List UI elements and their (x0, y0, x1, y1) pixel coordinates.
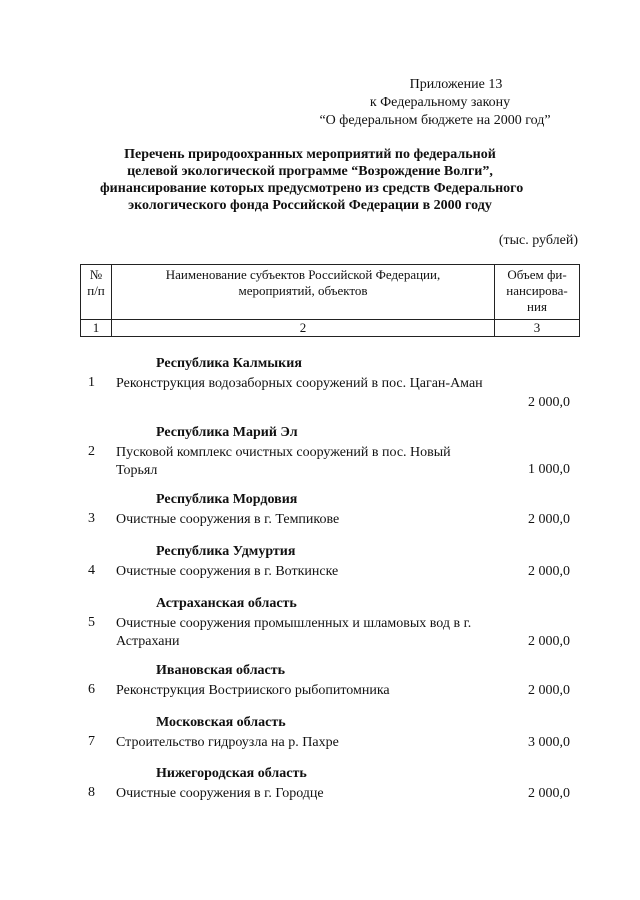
region-name: Республика Удмуртия (156, 544, 296, 559)
item-amount: 3 000,0 (528, 735, 570, 750)
item-amount: 2 000,0 (528, 512, 570, 527)
item-description: Очистные сооружения промышленных и шламовых вод в г. Астрахани (116, 616, 472, 649)
region-name: Республика Марий Эл (156, 425, 298, 440)
title-line-2: целевой экологической программе “Возрождение Волги”, (127, 164, 493, 179)
region-name: Республика Калмыкия (156, 356, 302, 371)
item-description: Строительство гидроузла на р. Пахре (116, 735, 339, 750)
item-amount: 2 000,0 (528, 564, 570, 579)
title-line-4: экологического фонда Российской Федерации в 2000 году (128, 198, 492, 213)
region-name: Республика Мордовия (156, 492, 298, 507)
region-name: Нижегородская область (156, 766, 307, 781)
table-header (80, 264, 580, 337)
header-col-amount-text: Объем фи- нансирова- ния (506, 267, 568, 314)
item-amount: 2 000,0 (528, 786, 570, 801)
item-number: 6 (88, 682, 95, 697)
item-number: 1 (88, 375, 95, 390)
item-number: 5 (88, 615, 95, 630)
item-description: Пусковой комплекс очистных сооружений в пос. Новый Торьял (116, 445, 451, 478)
item-amount: 1 000,0 (528, 462, 570, 477)
appendix-law-title: “О федеральном бюджете на 2000 год” (319, 113, 551, 128)
title-line-1: Перечень природоохранных мероприятий по федеральной (124, 147, 496, 162)
appendix-header (300, 76, 570, 130)
item-amount: 2 000,0 (528, 634, 570, 649)
item-description: Реконструкция водозаборных сооружений в пос. Цаган-Аман (116, 376, 483, 391)
item-amount: 2 000,0 (528, 683, 570, 698)
appendix-law-ref: к Федеральному закону (369, 95, 511, 110)
region-name: Ивановская область (156, 663, 286, 678)
header-index-2: 2 (112, 320, 495, 337)
header-col-number (81, 265, 112, 320)
header-col-name-text: Наименование субъектов Российской Федерации, мероприятий, объектов (165, 267, 441, 298)
header-col-name (112, 265, 495, 320)
units-label: (тыс. рублей) (498, 233, 578, 248)
item-number: 2 (88, 444, 95, 459)
header-index-3: 3 (495, 320, 580, 337)
item-number: 4 (88, 563, 95, 578)
header-index-1: 1 (81, 320, 112, 337)
region-name: Астраханская область (156, 596, 297, 611)
title-line-3: финансирование которых предусмотрено из средств Федерального (100, 181, 524, 196)
item-number: 7 (88, 734, 95, 749)
region-name: Московская область (156, 715, 286, 730)
item-description: Очистные сооружения в г. Воткинске (116, 564, 339, 579)
appendix-number: Приложение 13 (409, 77, 503, 92)
header-col-amount (495, 265, 580, 320)
item-description: Реконструкция Вострииского рыбопитомника (116, 683, 390, 698)
item-amount: 2 000,0 (528, 395, 570, 410)
document-title (100, 146, 524, 214)
item-number: 8 (88, 785, 95, 800)
header-col-number-text: № п/п (87, 267, 105, 298)
item-description: Очистные сооружения в г. Темпикове (116, 512, 340, 527)
item-number: 3 (88, 511, 95, 526)
item-description: Очистные сооружения в г. Городце (116, 786, 324, 801)
